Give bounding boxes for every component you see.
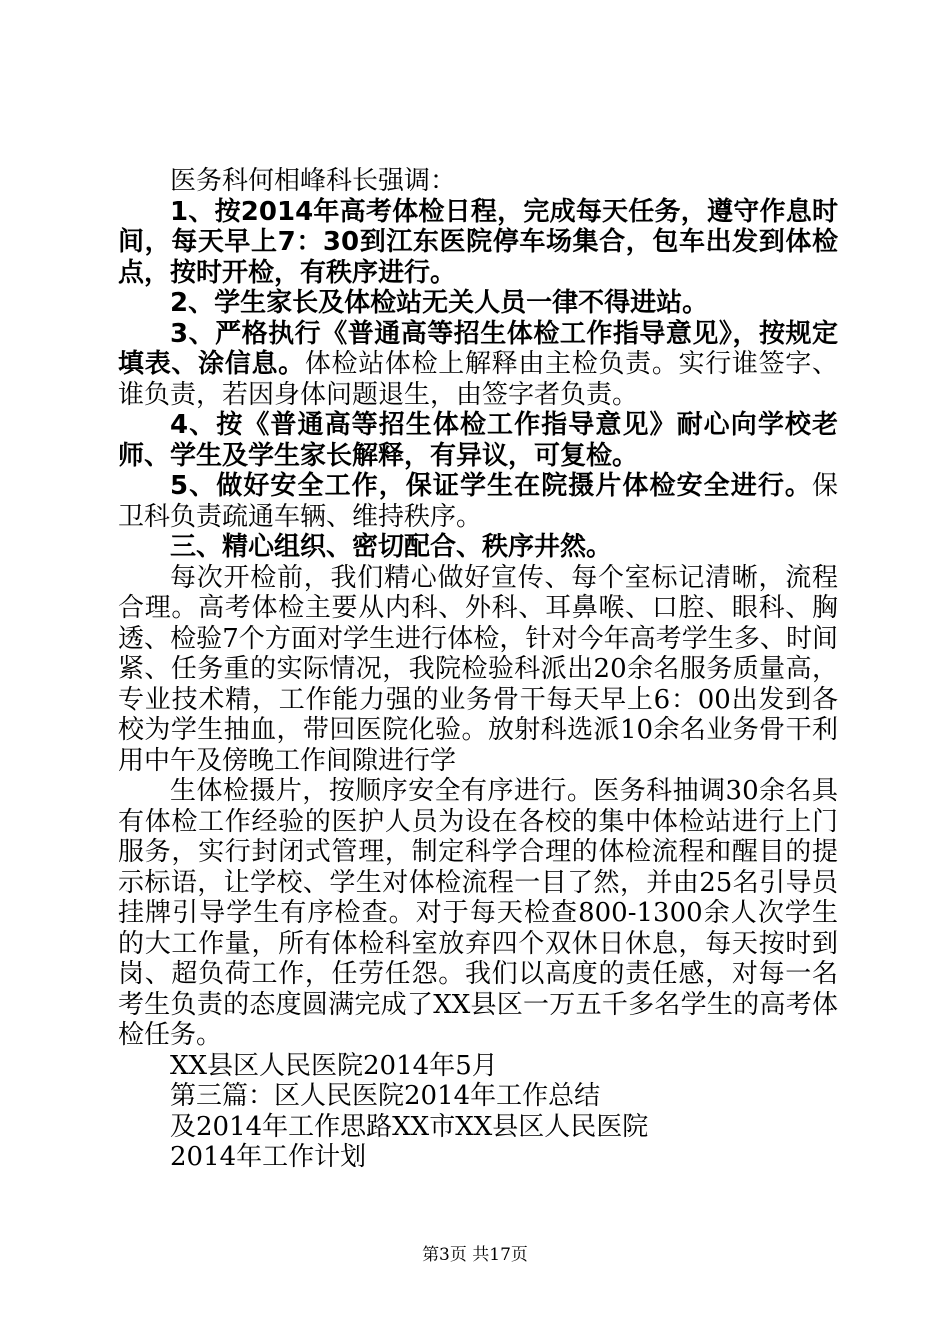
- paragraph-item-5-regular: 保卫科负责疏通车辆、维持秩序。: [118, 471, 838, 532]
- paragraph-item-5-bold: 5、做好安全工作，保证学生在院摄片体检安全进行。: [170, 471, 812, 501]
- paragraph-body-1: 每次开检前，我们精心做好宣传、每个室标记清晰，流程合理。高考体检主要从内科、外科、耳鼻喉、口腔、眼科、胸透、检验7个方面对学生进行体检，针对今年高考学生多、时间紧、任务重的实际情况，我院检验科派出20余名服务质量高，专业技术精，工作能力强的业务骨干每天早上6：00出发到各校为学生抽血，带回医院化验。放射科选派10余名业务骨干利用中午及傍晚工作间隙进行学: [118, 562, 838, 776]
- section-heading-3: 三、精心组织、密切配合、秩序井然。: [170, 532, 613, 562]
- paragraph-item-1: 1、按2014年高考体检日程，完成每天任务，遵守作息时间，每天早上7：30到江东医院停车场集合，包车出发到体检点，按时开检，有秩序进行。: [118, 196, 838, 288]
- paragraph-item-3-regular: 体检站体检上解释由主检负责。实行谁签字、谁负责，若因身体问题退生，由签字者负责。: [118, 349, 838, 410]
- chapter-title-line-1: 第三篇：区人民医院2014年工作总结: [170, 1081, 601, 1111]
- paragraph-body-2: 生体检摄片，按顺序安全有序进行。医务科抽调30余名具有体检工作经验的医护人员为设在各校的集中体检站进行上门服务，实行封闭式管理，制定科学合理的体检流程和醒目的提示标语，让学校、学生对体检流程一目了然，并由25名引导员挂牌引导学生有序检查。对于每天检查800-1300余人次学生的大工作量，所有体检科室放弃四个双休日休息，每天按时到岗、超负荷工作，任劳任怨。我们以高度的责任感，对每一名考生负责的态度圆满完成了XX县区一万五千多名学生的高考体检任务。: [118, 776, 838, 1050]
- page-number-footer: 第3页 共17页: [422, 1245, 528, 1265]
- signature-line: XX县区人民医院2014年5月: [170, 1050, 498, 1081]
- paragraph-item-2: 2、学生家长及体检站无关人员一律不得进站。: [170, 288, 709, 318]
- document-body: [118, 166, 838, 1173]
- paragraph-item-4: 4、按《普通高等招生体检工作指导意见》耐心向学校老师、学生及学生家长解释，有异议，可复检。: [118, 410, 838, 471]
- chapter-title-line-2: 及2014年工作思路XX市XX县区人民医院: [170, 1111, 649, 1142]
- paragraph-intro: 医务科何相峰科长强调：: [170, 166, 457, 196]
- paragraph-item-3-bold: 3、严格执行《普通高等招生体检工作指导意见》，按规定填表、涂信息。: [118, 318, 838, 379]
- chapter-title-line-3: 2014年工作计划: [170, 1142, 367, 1172]
- paragraph-item-3: [118, 319, 838, 411]
- paragraph-item-5: [118, 471, 838, 532]
